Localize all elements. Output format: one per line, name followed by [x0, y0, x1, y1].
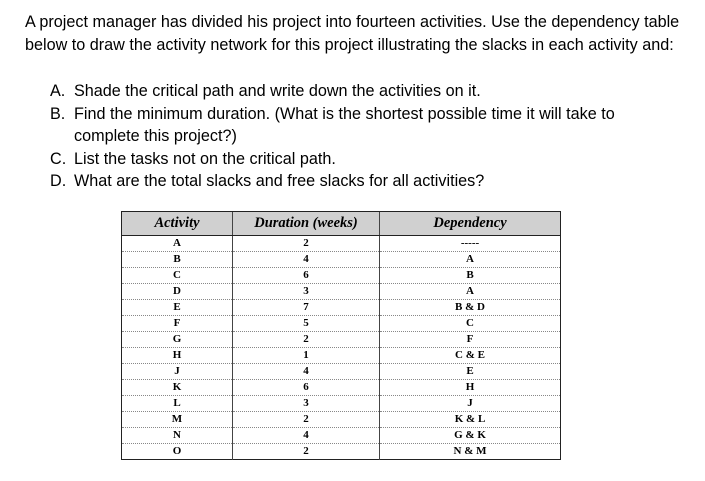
dependency-cell: F [380, 332, 561, 348]
question-text: List the tasks not on the critical path. [74, 149, 336, 168]
duration-cell: 6 [233, 380, 380, 396]
dependency-cell: B & D [380, 300, 561, 316]
dependency-cell: N & M [380, 444, 561, 460]
duration-cell: 6 [233, 268, 380, 284]
table-row [122, 412, 561, 428]
table-row [122, 396, 561, 412]
duration-cell: 4 [233, 428, 380, 444]
table-header-row [122, 212, 561, 236]
question-item [50, 170, 680, 193]
table-row [122, 252, 561, 268]
duration-cell: 2 [233, 412, 380, 428]
activity-cell: O [122, 444, 233, 460]
activity-cell: E [122, 300, 233, 316]
table-row [122, 268, 561, 284]
question-text: Shade the critical path and write down the activities on it. [74, 82, 481, 100]
dependency-cell: K & L [380, 412, 561, 428]
table-row [122, 444, 561, 460]
dependency-cell: G & K [380, 428, 561, 444]
activity-cell: D [122, 284, 233, 300]
activity-cell: H [122, 348, 233, 364]
intro-paragraph: A project manager has divided his project into fourteen activities. Use the dependency table below to draw the activity network for this project illustrating the slacks in each activity and: [25, 13, 680, 54]
question-list [50, 80, 680, 193]
question-letter: A. [50, 82, 66, 100]
dependency-cell: A [380, 284, 561, 300]
dependency-table-container [121, 211, 561, 460]
duration-cell: 3 [233, 396, 380, 412]
duration-cell: 4 [233, 252, 380, 268]
table-row [122, 348, 561, 364]
dependency-cell: J [380, 396, 561, 412]
table-row [122, 236, 561, 252]
table-row [122, 316, 561, 332]
activity-cell: B [122, 252, 233, 268]
activity-cell: M [122, 412, 233, 428]
duration-cell: 7 [233, 300, 380, 316]
question-item [50, 80, 680, 103]
duration-cell: 4 [233, 364, 380, 380]
dependency-cell: A [380, 252, 561, 268]
table-row [122, 364, 561, 380]
duration-cell: 3 [233, 284, 380, 300]
activity-cell: C [122, 268, 233, 284]
table-row [122, 300, 561, 316]
dependency-cell: ----- [380, 236, 561, 252]
dependency-cell: B [380, 268, 561, 284]
question-letter: B. [50, 104, 66, 123]
dependency-cell: E [380, 364, 561, 380]
activity-cell: A [122, 236, 233, 252]
duration-cell: 2 [233, 444, 380, 460]
header-activity: Activity [122, 212, 233, 236]
activity-cell: K [122, 380, 233, 396]
duration-cell: 1 [233, 348, 380, 364]
activity-cell: L [122, 396, 233, 412]
question-item [50, 148, 680, 171]
duration-cell: 5 [233, 316, 380, 332]
activity-cell: J [122, 364, 233, 380]
activity-cell: G [122, 332, 233, 348]
header-duration: Duration (weeks) [233, 212, 380, 236]
question-letter: C. [50, 149, 67, 168]
activity-cell: F [122, 316, 233, 332]
duration-cell: 2 [233, 236, 380, 252]
duration-cell: 2 [233, 332, 380, 348]
question-item [50, 103, 680, 148]
table-row [122, 428, 561, 444]
dependency-cell: C & E [380, 348, 561, 364]
table-row [122, 284, 561, 300]
dependency-cell: C [380, 316, 561, 332]
table-body [122, 236, 561, 460]
question-text: Find the minimum duration. (What is the shortest possible time it will take to complete this project?) [74, 104, 615, 145]
activity-cell: N [122, 428, 233, 444]
header-dependency: Dependency [380, 212, 561, 236]
table-row [122, 380, 561, 396]
table-row [122, 332, 561, 348]
question-letter: D. [50, 172, 67, 190]
question-text: What are the total slacks and free slacks for all activities? [74, 172, 485, 190]
dependency-table [121, 211, 561, 460]
dependency-cell: H [380, 380, 561, 396]
